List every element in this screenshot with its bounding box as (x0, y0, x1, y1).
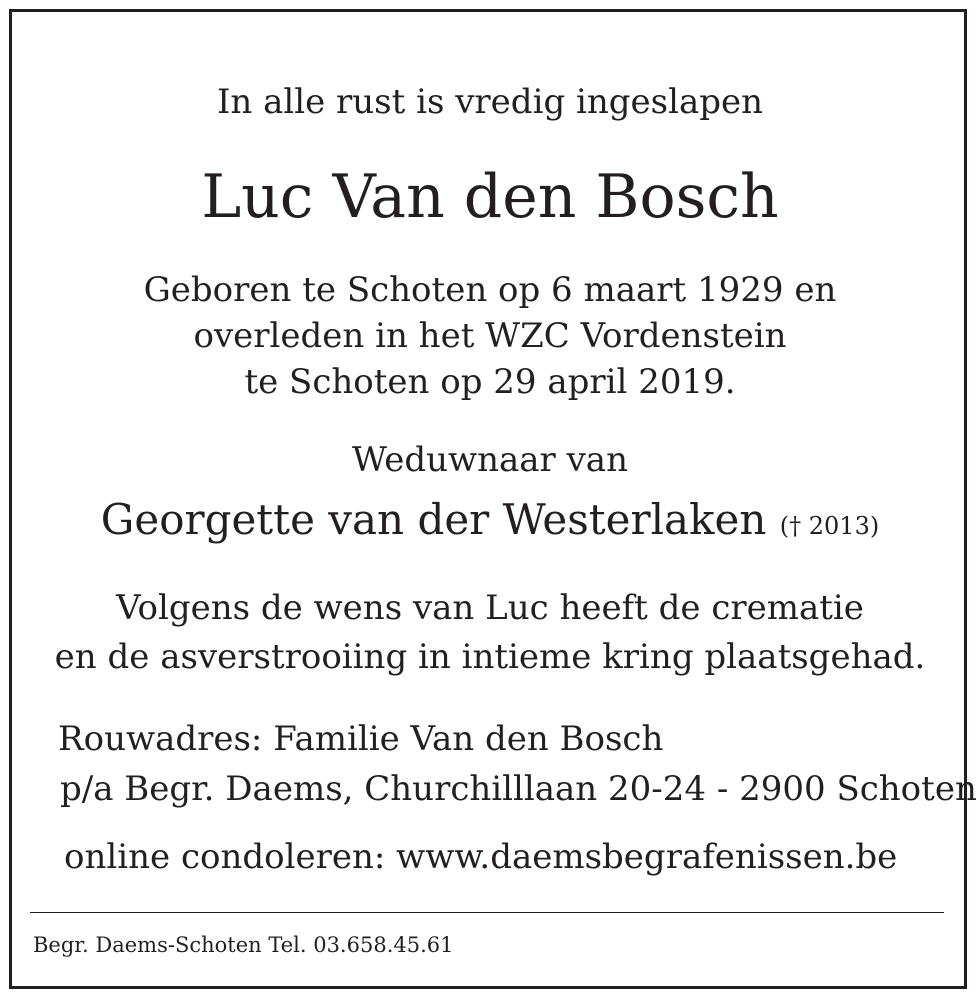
wish-line-1: Volgens de wens van Luc heeft de crematie (116, 588, 864, 628)
spouse-death-year: († 2013) (779, 512, 880, 540)
spouse-name: Georgette van der Westerlaken (100, 495, 767, 544)
intro-text: In alle rust is vredig ingeslapen (216, 82, 764, 122)
footer-divider (30, 912, 944, 913)
birth-death-line-2: overleden in het WZC Vordenstein (193, 316, 787, 356)
birth-death-line-3: te Schoten op 29 april 2019. (244, 362, 736, 402)
mourning-address-line-2: p/a Begr. Daems, Churchilllaan 20-24 - 2900 Schoten (60, 769, 977, 809)
birth-death-line-1: Geboren te Schoten op 6 maart 1929 en (143, 270, 837, 310)
deceased-name: Luc Van den Bosch (201, 162, 779, 232)
widower-label: Weduwnaar van (352, 440, 628, 480)
mourning-address-line-1: Rouwadres: Familie Van den Bosch (58, 719, 664, 759)
wish-line-2: en de asverstrooiing in intieme kring plaatsgehad. (54, 637, 926, 677)
spouse-line (0, 495, 980, 544)
online-condolence-text: online condoleren: www.daemsbegrafenissen.be (64, 837, 898, 877)
funeral-home-footer: Begr. Daems-Schoten Tel. 03.658.45.61 (33, 933, 454, 957)
